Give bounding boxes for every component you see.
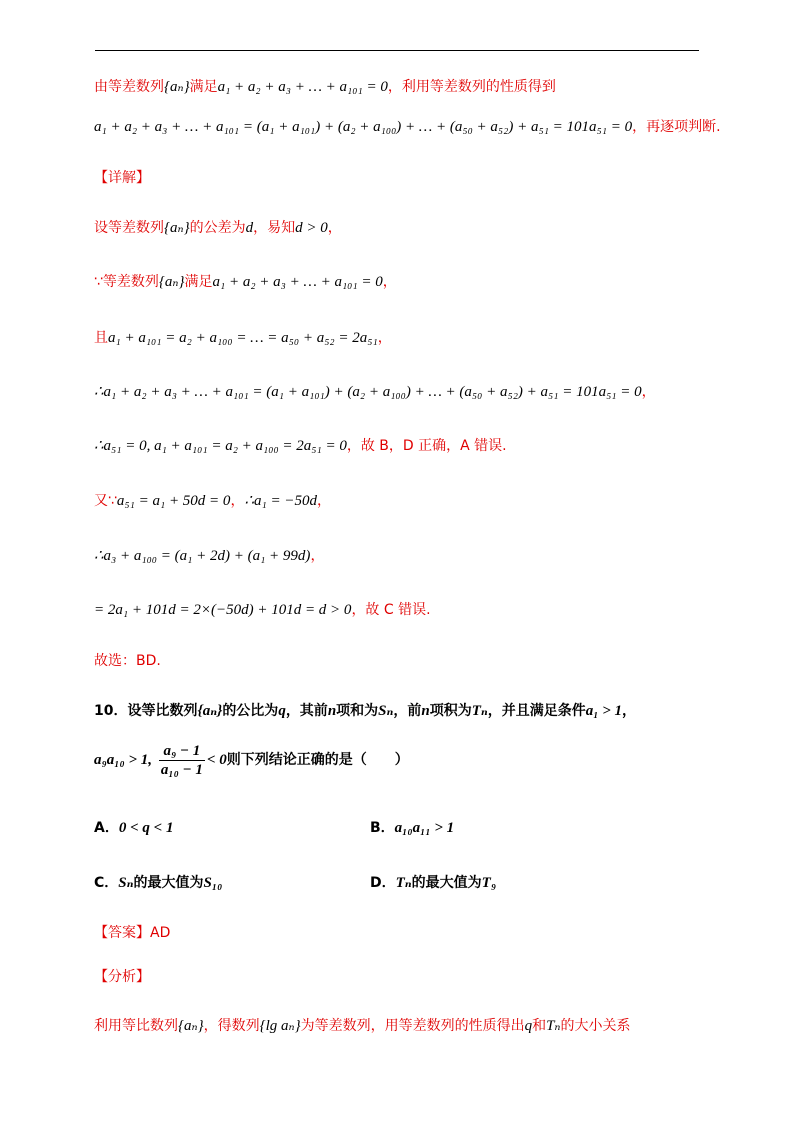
question-10-line-1: [94, 701, 636, 721]
question-10-line-2: [94, 741, 409, 779]
analysis-line-2: [94, 117, 721, 137]
text: ，: [382, 274, 397, 290]
answer-line: [94, 923, 170, 943]
formula: 0 < q < 1: [118, 820, 174, 836]
header-rule: [95, 50, 699, 51]
formula: Sₙ: [378, 703, 394, 719]
option-c[interactable]: [94, 873, 222, 893]
formula: q: [278, 703, 286, 719]
text: ，再逐项判断.: [632, 119, 721, 135]
text: 的最大值为: [133, 875, 204, 891]
option-label: B．: [370, 820, 395, 836]
formula: ∴a₅₁ = 0, a₁ + a₁₀₁ = a₂ + a₁₀₀ = 2a₅₁ = 0: [94, 438, 347, 454]
formula: T₉: [481, 875, 497, 891]
formula: d > 0: [295, 220, 328, 236]
text: ，得数列: [203, 1018, 260, 1034]
option-label: D．: [370, 875, 396, 891]
formula: Tₙ: [395, 875, 412, 891]
formula: a₁₀a₁₁ > 1: [394, 820, 455, 836]
text: 利用等比数列: [94, 1018, 178, 1034]
detail-line-4: [94, 382, 656, 402]
option-label: A．: [94, 820, 119, 836]
text: 满足: [189, 79, 218, 95]
text: 项积为: [429, 703, 472, 719]
answer-value: AD: [150, 925, 171, 941]
text: ∵等差数列: [94, 274, 159, 290]
detail-conclusion: 故选：BD.: [94, 653, 161, 669]
text: ，利用等差数列的性质得到: [387, 79, 556, 95]
formula: < 0: [206, 752, 227, 768]
text: ，: [230, 493, 245, 509]
formula: Tₙ: [546, 1018, 561, 1034]
text: ，: [327, 220, 342, 236]
detail-line-8: [94, 600, 431, 620]
detail-line-1: [94, 218, 342, 238]
text: ，: [316, 493, 331, 509]
detail-line-3: [94, 328, 392, 348]
formula: Tₙ: [471, 703, 488, 719]
formula: n: [421, 703, 430, 719]
text: 由等差数列: [94, 79, 164, 95]
analysis-line-1: [94, 77, 556, 97]
formula: a₁ + a₁₀₁ = a₂ + a₁₀₀ = … = a₅₀ + a₅₂ = 2a₅₁: [108, 330, 378, 346]
text: ，: [310, 548, 325, 564]
formula: a₁ + a₂ + a₃ + … + a₁₀₁ = (a₁ + a₁₀₁) + (a₂ + a₁₀₀) + … + (a₅₀ + a₅₂) + a₅₁ = 101a₅₁ = 0: [94, 119, 633, 135]
option-label: C．: [94, 875, 119, 891]
option-b[interactable]: [370, 818, 454, 838]
text: ，故 B，D 正确，A 错误.: [346, 438, 507, 454]
formula: n: [327, 703, 337, 719]
detail-line-7: [94, 546, 324, 566]
formula: {lg aₙ}: [259, 1018, 301, 1034]
option-a[interactable]: [94, 818, 173, 838]
text: 的最大值为: [411, 875, 482, 891]
text: 项和为: [336, 703, 379, 719]
text: 和: [532, 1018, 547, 1034]
text: 且: [94, 330, 108, 346]
analysis-heading: 【分析】: [94, 969, 150, 985]
text: 的公比为: [222, 703, 279, 719]
text: 10．设等比数列: [94, 703, 198, 719]
formula: ∴a₁ + a₂ + a₃ + … + a₁₀₁ = (a₁ + a₁₀₁) + (a₂ + a₁₀₀) + … + (a₅₀ + a₅₂) + a₅₁ = 101a₅₁ = 0: [94, 384, 642, 400]
text: ，: [377, 330, 392, 346]
formula: {aₙ}: [178, 1018, 204, 1034]
formula: ∴a₃ + a₁₀₀ = (a₁ + 2d) + (a₁ + 99d): [94, 548, 311, 564]
formula: = 2a₁ + 101d = 2×(−50d) + 101d = d > 0: [94, 602, 352, 618]
text: 的公差为: [189, 220, 246, 236]
fraction-denominator: a₁₀ − 1: [160, 761, 203, 778]
text: ，易知: [253, 220, 296, 236]
text: ，其前: [285, 703, 328, 719]
option-d[interactable]: [370, 873, 496, 893]
text: 又∵: [94, 493, 117, 509]
formula: {aₙ}: [164, 79, 190, 95]
formula: a₅₁ = a₁ + 50d = 0: [116, 493, 231, 509]
formula: {aₙ}: [158, 274, 185, 290]
formula: {aₙ}: [197, 703, 223, 719]
text: ，前: [393, 703, 422, 719]
formula: a₁ + a₂ + a₃ + … + a₁₀₁ = 0: [217, 79, 388, 95]
formula: S₁₀: [203, 875, 223, 891]
formula: a₉a₁₀ > 1,: [94, 752, 152, 768]
fraction: [159, 742, 205, 779]
answer-label: 【答案】: [94, 925, 150, 941]
text: ，: [641, 384, 656, 400]
text: 的大小关系: [560, 1018, 631, 1034]
text: 设等差数列: [94, 220, 164, 236]
detail-heading: 【详解】: [94, 170, 150, 186]
formula: d: [245, 220, 254, 236]
formula: q: [524, 1018, 533, 1034]
detail-line-5: [94, 436, 507, 456]
text: 则下列结论正确的是（ ）: [226, 752, 409, 768]
fraction-numerator: a₉ − 1: [159, 742, 205, 761]
text: 为等差数列，用等差数列的性质得出: [300, 1018, 525, 1034]
formula: a₁ + a₂ + a₃ + … + a₁₀₁ = 0: [212, 274, 383, 290]
detail-line-2: [94, 272, 397, 292]
text: 满足: [184, 274, 213, 290]
analysis-line: [94, 1016, 631, 1036]
text: ，: [622, 703, 637, 719]
formula: ∴a₁ = −50d: [244, 493, 317, 509]
text: ，故 C 错误.: [351, 602, 431, 618]
formula: {aₙ}: [164, 220, 190, 236]
formula: a₁ > 1: [585, 703, 623, 719]
formula: Sₙ: [118, 875, 134, 891]
detail-line-6: [94, 491, 331, 511]
text: ，并且满足条件: [487, 703, 586, 719]
